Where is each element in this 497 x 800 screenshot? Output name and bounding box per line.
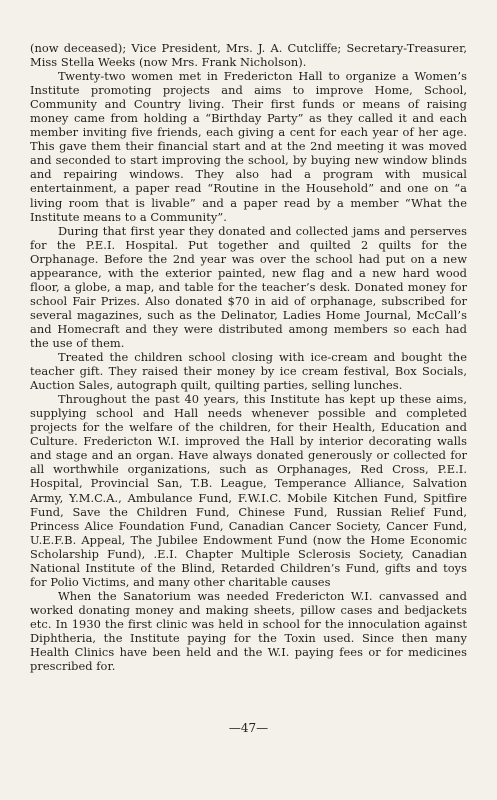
paragraph-first-year: During that first year they donated and collected jams and perserves for the P.E.I. Hospital. Put together and quilted 2 quilts for the Orphanage. Before the 2nd year was over the school had put on a new appearance, with the exterior painted, new flag and a new hard wood floor, a globe, a map, and table for the teacher’s desk. Donated money for school Fair Prizes. Also donated $70 in aid of orphanage, subscribed for several magazines, such as the Delinator, Ladies Home Journal, McCall’s and Homecraft and they were distributed among members so each had the use of them. bbox=[30, 223, 467, 350]
page-number: —47— bbox=[228, 721, 269, 735]
paragraph-sanatorium: When the Sanatorium was needed Fredericton W.I. canvassed and worked donating money and making sheets, pillow cases and bedjackets etc. In 1930 the first clinic was held in school for the innoculation against Diphtheria, the Institute paying for the Toxin used. Since then many Health Clinics have been held and the W.I. paying fees or for medicines prescribed for. bbox=[30, 588, 467, 674]
paragraph-officers-continued: (now deceased); Vice President, Mrs. J. A. Cutcliffe; Secretary-Treasurer, Miss Stella Weeks (now Mrs. Frank Nicholson). bbox=[30, 41, 467, 70]
paragraph-school-closing: Treated the children school closing with ice-cream and bought the teacher gift. They raised their money by ice cream festival, Box Socials, Auction Sales, autograph quilt, quilting parties, selling lunches. bbox=[30, 350, 467, 393]
page-body bbox=[30, 41, 467, 673]
paragraph-forty-years: Throughout the past 40 years, this Institute has kept up these aims, supplying school and Hall needs whenever possible and completed projects for the welfare of the children, for their Health, Education and Culture. Fredericton W.I. improved the Hall by interior decorating walls and stage and an organ. Have always donated generously or collected for all worthwhile organizations, such as Orphanages, Red Cross, P.E.I. Hospital, Provincial San, T.B. League, Temperance Alliance, Salvation Army, Y.M.C.A., Ambulance Fund, F.W.I.C. Mobile Kitchen Fund, Spitfire Fund, Save the Children Fund, Chinese Fund, Russian Relief Fund, Princess Alice Foundation Fund, Canadian Cancer Society, Cancer Fund, U.E.F.B. Appeal, The Jubilee Endowment Fund (now the Home Economic Scholarship Fund), .E.I. Chapter Multiple Sclerosis Society, Canadian National Institute of the Blind, Retarded Children’s Fund, gifts and toys for Polio Victims, and many other charitable causes bbox=[30, 392, 467, 589]
paragraph-organization: Twenty-two women met in Fredericton Hall to organize a Women’s Institute promoting projects and aims to improve Home, School, Community and Country living. Their first funds or means of raising money came from holding a “Birthday Party” as they called it and each member inviting five friends, each giving a cent for each year of her age. This gave them their financial start and at the 2nd meeting it was moved and seconded to start improving the school, by buying new window blinds and repairing windows. They also had a program with musical entertainment, a paper read “Routine in the Household” and one on “a living room that is livable” and a paper read by a member “What the Institute means to a Community”. bbox=[30, 69, 467, 224]
